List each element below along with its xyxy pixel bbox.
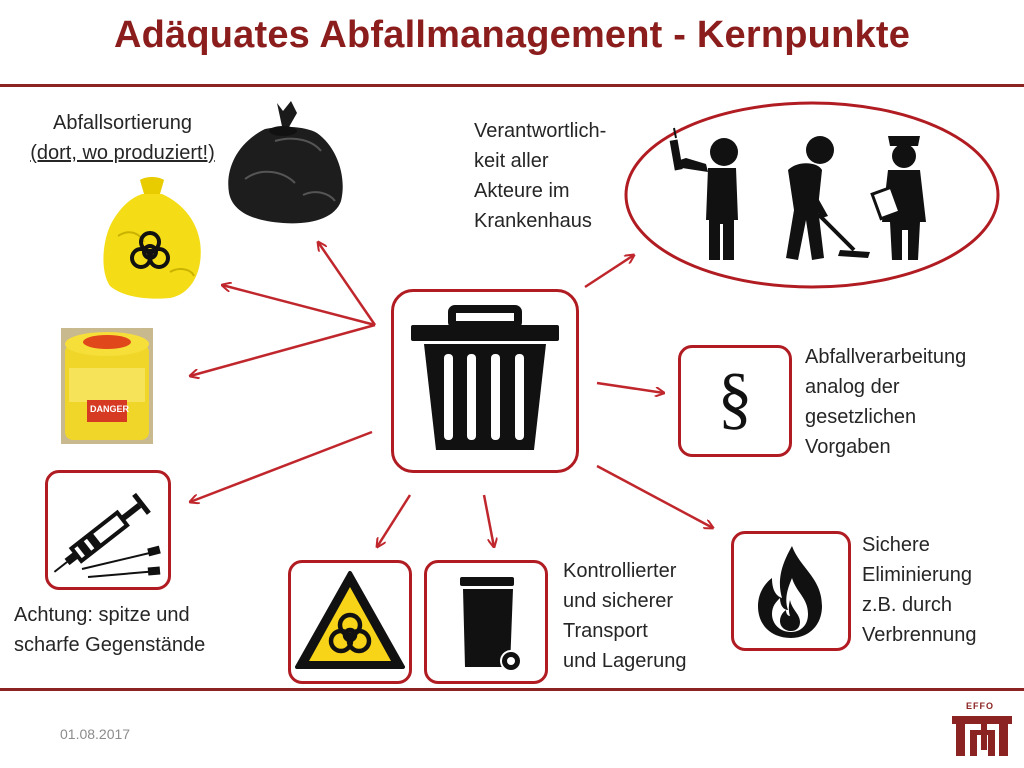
- processing-label-line3: gesetzlichen: [805, 406, 917, 428]
- transport-label: [563, 556, 733, 676]
- sharps-container-photo: [61, 328, 153, 444]
- arrow-to-syringe: [190, 432, 372, 502]
- page-title: Adäquates Abfallmanagement - Kernpunkte: [113, 14, 911, 56]
- footer-divider: [0, 688, 1024, 691]
- sorting-label: [0, 108, 245, 168]
- biohazard-sign-box: [288, 560, 412, 684]
- elimination-label-line1: Sichere: [862, 534, 930, 556]
- black-garbage-bag-icon: [225, 97, 350, 227]
- central-trash-box: [391, 289, 579, 473]
- arrow-to-sharps-container: [190, 325, 375, 376]
- syringe-box: [45, 470, 171, 590]
- transport-label-line2: und sicherer: [563, 590, 674, 612]
- fire-box: [731, 531, 851, 651]
- transport-label-line3: Transport: [563, 620, 648, 642]
- logo-text: EFFO: [966, 701, 994, 711]
- arrow-to-paragraph: [597, 383, 664, 393]
- arrow-to-biohazard-sign: [377, 495, 410, 547]
- sharps-label-line2: scharfe Gegenstände: [14, 634, 206, 656]
- danger-label: DANGER: [90, 404, 130, 414]
- transport-label-line1: Kontrollierter: [563, 560, 677, 582]
- responsibility-label-line4: Krankenhaus: [474, 210, 592, 232]
- trash-can-icon: [394, 292, 576, 470]
- responsibility-label-line3: Akteure im: [474, 180, 570, 202]
- responsibility-label-line1: Verantwortlich-: [474, 120, 607, 142]
- processing-label-line1: Abfallverarbeitung: [805, 346, 967, 368]
- syringe-icon: [48, 473, 168, 587]
- processing-label: [805, 342, 1015, 462]
- arrow-to-fire: [597, 466, 713, 528]
- sharps-container-icon: [61, 328, 153, 444]
- paragraph-icon: §: [717, 360, 753, 437]
- processing-label-line2: analog der: [805, 376, 900, 398]
- processing-label-line4: Vorgaben: [805, 436, 891, 458]
- elimination-label: [862, 530, 1022, 650]
- paragraph-box: [678, 345, 792, 457]
- footer-date: 01.08.2017: [60, 726, 131, 742]
- elimination-label-line3: z.B. durch: [862, 594, 953, 616]
- fire-icon: [734, 534, 848, 648]
- sharps-label-line1: Achtung: spitze und: [14, 604, 190, 626]
- wheelie-bin-icon: [427, 563, 545, 681]
- staff-group: [622, 98, 1002, 294]
- waste-bin-box: [424, 560, 548, 684]
- elimination-label-line4: Verbrennung: [862, 624, 977, 646]
- yellow-biohazard-bag-icon: [100, 176, 202, 300]
- sorting-label-line2: (dort, wo produziert!): [30, 142, 215, 164]
- elimination-label-line2: Eliminierung: [862, 564, 973, 586]
- responsibility-label: [474, 116, 644, 236]
- sharps-label: [14, 600, 254, 660]
- transport-label-line4: und Lagerung: [563, 650, 687, 672]
- responsibility-label-line2: keit aller: [474, 150, 549, 172]
- sorting-label-line1: Abfallsortierung: [53, 112, 192, 134]
- biohazard-warning-icon: [291, 563, 409, 681]
- arrow-to-waste-bin: [484, 495, 494, 547]
